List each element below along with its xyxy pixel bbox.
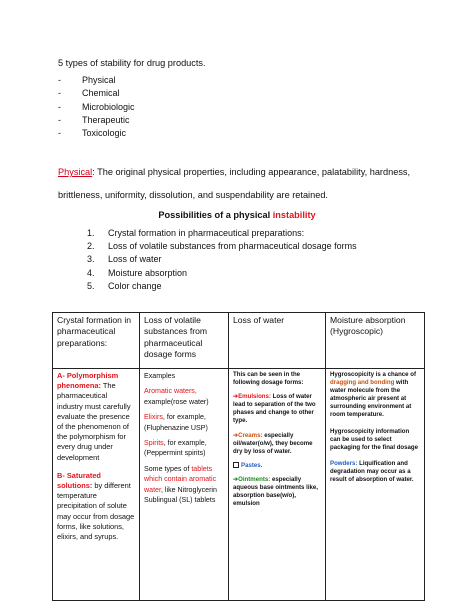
list-item: - Toxicologic xyxy=(58,127,135,140)
polymorphism-paragraph xyxy=(57,371,135,463)
saturated-text: by different temperature precipitation of solute may occur from dosage forms, like solutions, elixirs, and syrups. xyxy=(57,481,135,542)
list-text: Moisture absorption xyxy=(108,267,188,278)
list-item: - Physical xyxy=(58,74,135,87)
hygroscopicity-text: with water molecule from the atmospheric air present at surrounding environment at room temperature. xyxy=(330,379,412,419)
arrow-right-icon: ➔ xyxy=(233,393,239,401)
definition-term: Physical xyxy=(58,167,93,177)
saturated-title: B- Saturated solutions: xyxy=(57,470,101,491)
powders-label: Powders: xyxy=(330,459,358,467)
cell-loss-of-water xyxy=(229,369,326,601)
header-moisture-absorption: Moisture absorption (Hygroscopic) xyxy=(326,313,425,369)
hygroscopicity-paragraph xyxy=(330,371,420,420)
header-loss-of-volatile: Loss of volatile substances from pharmaceutical dosage forms xyxy=(140,313,229,369)
creams-label: Creams: xyxy=(238,431,263,439)
ointments-paragraph xyxy=(233,476,321,508)
list-item xyxy=(87,280,357,293)
tablets-paragraph xyxy=(144,464,224,506)
list-item: - Chemical xyxy=(58,87,135,100)
physical-definition xyxy=(58,161,430,207)
elixirs-paragraph xyxy=(144,412,224,433)
cell-loss-of-volatile xyxy=(140,369,229,601)
polymorphism-text: The pharmaceutical industry must carefully evaluate the presence of the phenomenon of the polymorphism for every drug under development xyxy=(57,381,131,462)
cell-crystal-formation xyxy=(53,369,140,601)
ointments-label: Ointments: xyxy=(238,475,271,483)
creams-text: especially oil/water(o/w), they become dry by loss of water. xyxy=(233,431,313,455)
list-number: 3. xyxy=(87,254,95,265)
table-row xyxy=(53,369,425,601)
arrow-right-icon: ➔ xyxy=(233,431,239,439)
list-text: Loss of volatile substances from pharmaceutical dosage forms xyxy=(108,241,357,252)
ointments-text: especially aqueous base ointments like, absorption base(w/o), emulsion xyxy=(233,475,318,508)
spirits-paragraph xyxy=(144,438,224,459)
list-text: Crystal formation in pharmaceutical preparations: xyxy=(108,228,305,238)
aromatic-example: example(rose water) xyxy=(144,397,209,406)
list-number: 1. xyxy=(87,228,95,238)
list-number: 2. xyxy=(87,241,95,252)
square-bullet-icon xyxy=(233,462,239,468)
arrow-right-icon: ➔ xyxy=(233,475,239,483)
pastes-label: Pastes. xyxy=(241,461,263,469)
elixirs-label: Elixirs xyxy=(144,413,163,422)
polymorphism-title: A- Polymorphism phenomena: xyxy=(57,371,119,391)
emulsions-paragraph xyxy=(233,393,321,425)
creams-paragraph xyxy=(233,432,321,456)
list-item xyxy=(87,253,357,266)
aromatic-waters xyxy=(144,386,224,407)
header-loss-of-water: Loss of water xyxy=(229,313,326,369)
packaging-paragraph: Hygroscopicity information can be used to select packaging for the final dosage xyxy=(330,427,419,451)
heading-highlight: instability xyxy=(272,210,316,220)
list-item xyxy=(87,267,357,280)
heading-prefix: Possibilities of a physical xyxy=(158,210,273,220)
hygroscopicity-highlight: dragging and bonding xyxy=(330,379,395,387)
possibilities-list xyxy=(87,227,357,293)
saturated-paragraph xyxy=(57,471,135,542)
spirits-label: Spirits xyxy=(144,439,164,448)
list-item: - Therapeutic xyxy=(58,114,135,127)
spirits-text: , for example, (Peppermint spirits) xyxy=(144,439,207,458)
header-crystal-formation: Crystal formation in pharmaceutical preparations: xyxy=(53,313,140,369)
cell-moisture-absorption xyxy=(326,369,425,601)
definition-text: : The original physical properties, including appearance, palatability, hardness, brittleness, uniformity, dissolution, and suspendability are retained. xyxy=(58,167,411,200)
examples-label: Examples xyxy=(144,372,176,380)
list-item xyxy=(87,227,357,240)
hygroscopicity-prefix: Hygroscopicity is a chance of xyxy=(330,371,417,378)
list-number: 5. xyxy=(87,280,95,291)
elixirs-text: , for example, (Fluphenazine USP) xyxy=(144,413,208,432)
emulsions-text: Loss of water lead to separation of the two phases and change to other type. xyxy=(233,393,316,425)
stability-types-list xyxy=(58,74,135,140)
tablets-prefix: Some types of xyxy=(144,464,192,473)
emulsions-label: Emulsions: xyxy=(238,393,271,401)
instability-table xyxy=(52,312,425,601)
powders-text: Liquification and degradation may occur as a result of absorption of water. xyxy=(330,459,414,484)
list-number: 4. xyxy=(87,267,95,278)
table-header-row xyxy=(53,313,425,369)
section-heading xyxy=(0,210,474,220)
list-text: Loss of water xyxy=(108,254,162,265)
aromatic-label: Aromatic waters, xyxy=(144,387,197,396)
pastes-paragraph xyxy=(233,462,321,470)
tablets-highlight: tablets which contain aromatic water xyxy=(144,464,217,494)
list-item xyxy=(87,240,357,253)
powders-paragraph xyxy=(330,460,420,484)
list-text: Color change xyxy=(108,280,162,291)
tablets-text: , like Nitroglycerin Sublingual (SL) tablets xyxy=(144,485,217,505)
list-item: - Microbiologic xyxy=(58,101,135,114)
loss-of-water-intro: This can be seen in the following dosage forms: xyxy=(233,371,304,387)
intro-text: 5 types of stability for drug products. xyxy=(58,58,206,68)
